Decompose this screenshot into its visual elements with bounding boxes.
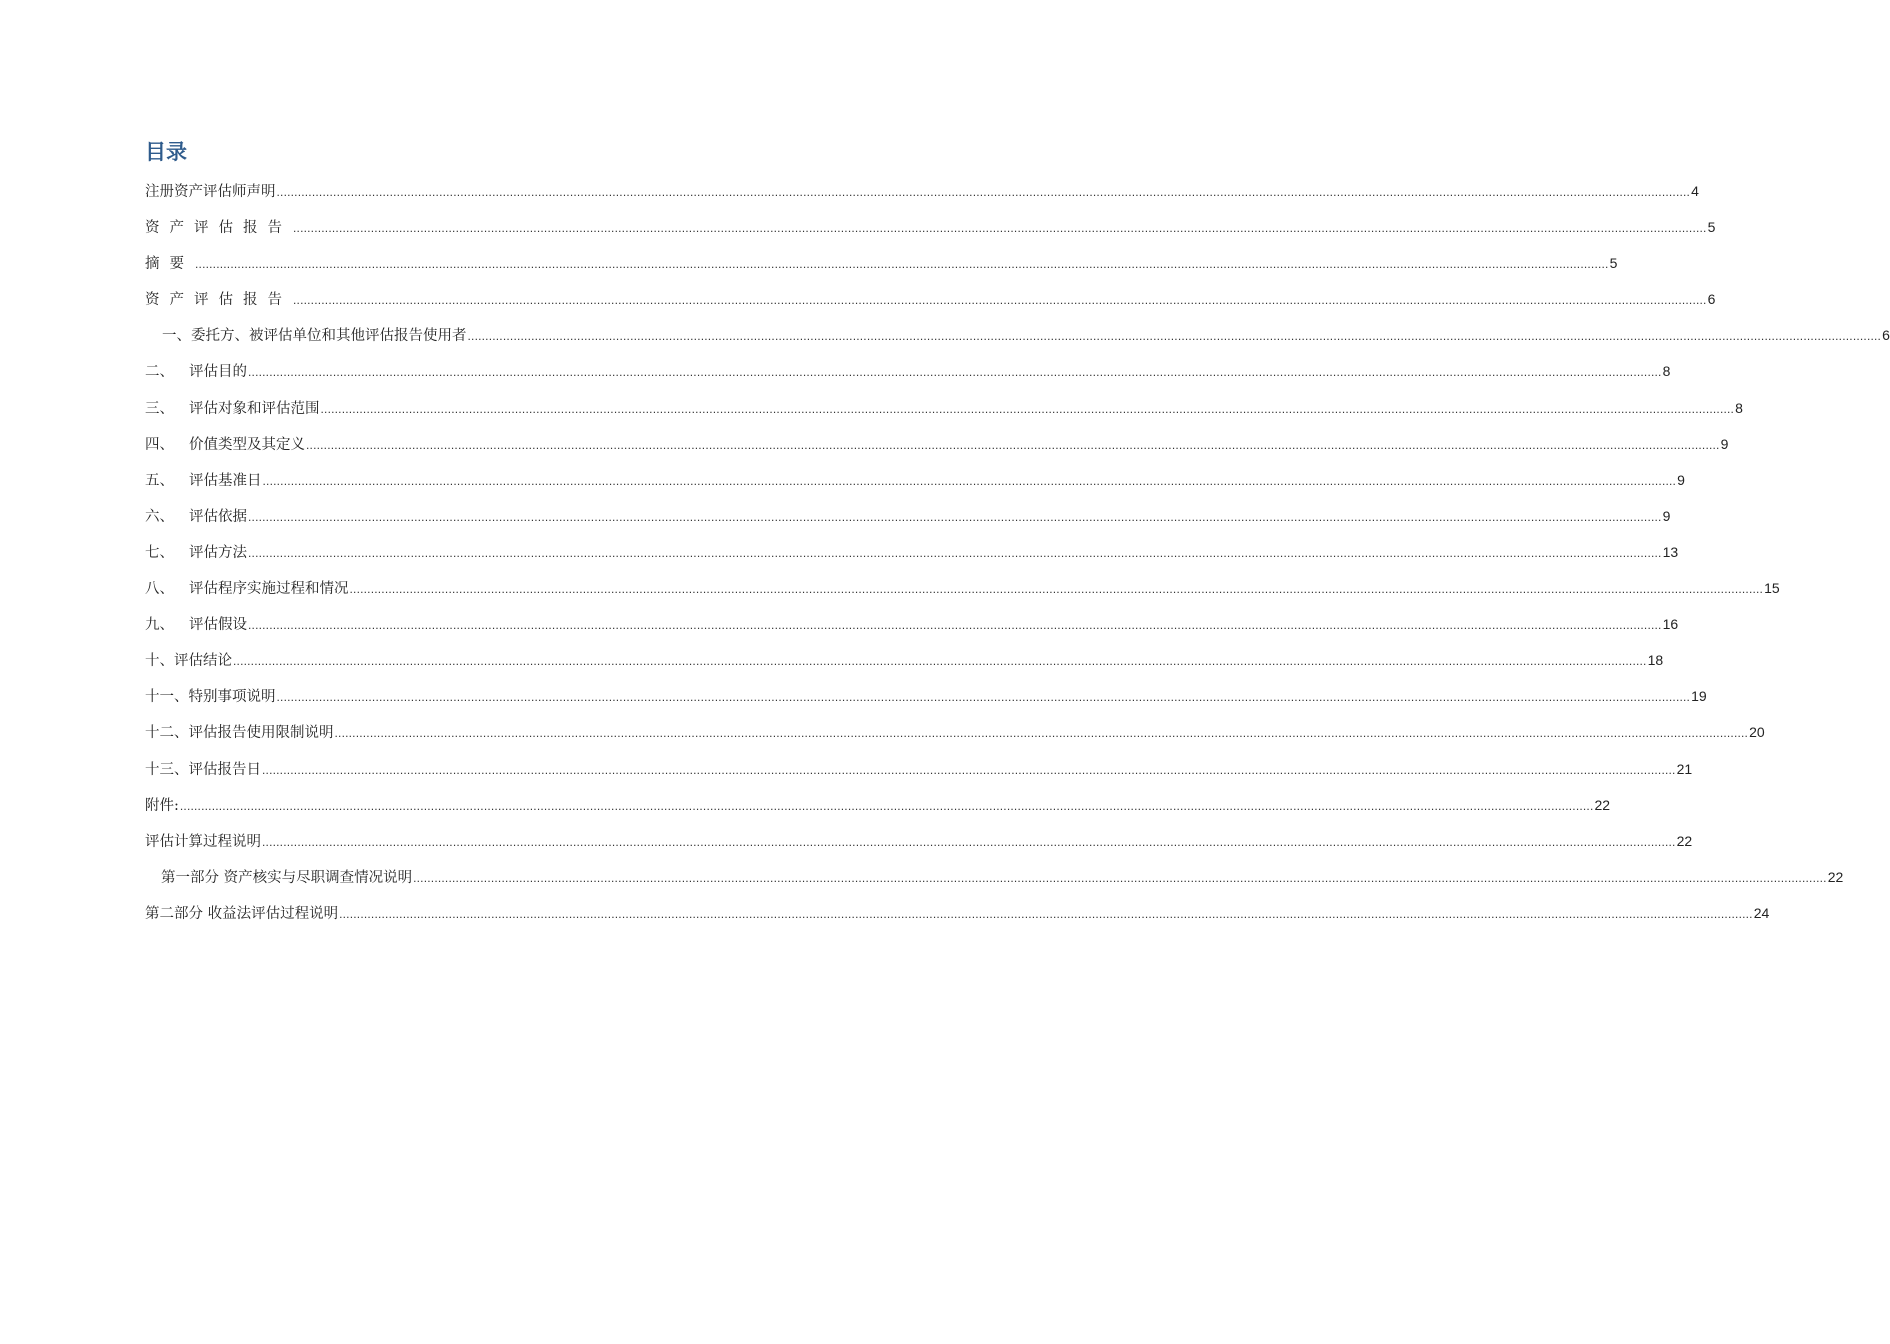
toc-dot-leader: ................................................................................................................................................................................................................................................................................................................................................................................................................ (349, 582, 1764, 597)
toc-entry-title: 评估对象和评估范围 (189, 400, 320, 417)
toc-entry-number: 八、 (145, 581, 174, 598)
toc-entry-title: 附件: (145, 797, 179, 814)
toc-entry-number: 二、 (145, 364, 174, 381)
toc-dot-leader: ................................................................................................................................................................................................................................................................................................................................................................................................................ (293, 221, 1707, 236)
toc-entry[interactable] (145, 758, 1693, 794)
toc-entry-page-number: 16 (1662, 616, 1679, 633)
toc-entry-page-number: 22 (1594, 796, 1611, 813)
toc-entry[interactable] (145, 902, 1770, 938)
toc-entry-page-number: 20 (1749, 724, 1765, 741)
toc-dot-leader: ................................................................................................................................................................................................................................................................................................................................................................................................................ (248, 545, 1662, 560)
toc-entry[interactable] (145, 505, 1671, 541)
toc-entry-page-number: 4 (1691, 183, 1699, 199)
toc-entry[interactable] (145, 252, 1618, 288)
toc-entry[interactable] (145, 180, 1699, 216)
toc-dot-leader: ................................................................................................................................................................................................................................................................................................................................................................................................................ (248, 618, 1662, 633)
toc-entry-page-number: 5 (1707, 219, 1716, 236)
toc-entry-title: 评估目的 (189, 364, 247, 381)
toc-dot-leader: ................................................................................................................................................................................................................................................................................................................................................................................................................ (467, 329, 1882, 344)
toc-entry-page-number: 21 (1676, 760, 1693, 777)
toc-entry-number: 六、 (145, 508, 174, 525)
toc-entry-page-number: 6 (1707, 291, 1716, 308)
toc-entry[interactable] (145, 830, 1693, 866)
toc-entry-number: 五、 (145, 472, 174, 489)
toc-entry-number: 三、 (145, 400, 174, 417)
toc-entry-title: 评估依据 (189, 508, 247, 525)
toc-title: 目录 (145, 140, 187, 164)
toc-entry-title: 注册资产评估师声明 (145, 184, 276, 200)
toc-list (145, 180, 1890, 938)
toc-entry[interactable] (145, 794, 1611, 830)
toc-entry-page-number: 9 (1677, 471, 1685, 488)
toc-dot-leader: ................................................................................................................................................................................................................................................................................................................................................................................................................ (248, 365, 1662, 380)
toc-dot-leader: ................................................................................................................................................................................................................................................................................................................................................................................................................ (276, 690, 1691, 705)
toc-entry-page-number: 9 (1720, 435, 1729, 452)
toc-dot-leader: ................................................................................................................................................................................................................................................................................................................................................................................................................ (233, 654, 1647, 669)
toc-entry-number: 七、 (145, 544, 174, 561)
toc-entry-title: 一、委托方、被评估单位和其他评估报告使用者 (162, 328, 467, 345)
toc-entry-page-number: 5 (1609, 255, 1618, 272)
toc-dot-leader: ................................................................................................................................................................................................................................................................................................................................................................................................................ (276, 185, 1691, 199)
toc-entry-title: 评估方法 (189, 544, 247, 561)
toc-entry-number: 九、 (145, 617, 174, 634)
toc-entry-page-number: 6 (1882, 327, 1890, 344)
toc-entry-title: 资产评估报告 (145, 220, 292, 237)
toc-entry-title: 十三、评估报告日 (145, 761, 261, 778)
toc-entry-title: 摘要 (145, 256, 194, 273)
toc-entry[interactable] (145, 721, 1765, 757)
toc-entry[interactable] (145, 216, 1716, 252)
toc-entry-page-number: 22 (1827, 868, 1844, 885)
toc-entry-title: 评估程序实施过程和情况 (189, 581, 349, 598)
toc-entry[interactable] (145, 649, 1664, 685)
toc-entry-title: 资产评估报告 (145, 292, 292, 309)
toc-entry-title: 评估假设 (189, 617, 247, 634)
toc-entry-number: 四、 (145, 436, 174, 453)
toc-dot-leader: ................................................................................................................................................................................................................................................................................................................................................................................................................ (413, 870, 1827, 885)
toc-entry-title: 第二部分 收益法评估过程说明 (145, 905, 339, 922)
toc-entry[interactable] (145, 469, 1685, 505)
toc-entry[interactable] (145, 397, 1743, 433)
toc-entry-page-number: 18 (1647, 652, 1664, 669)
toc-entry-page-number: 9 (1662, 507, 1671, 524)
toc-dot-leader: ................................................................................................................................................................................................................................................................................................................................................................................................................ (262, 834, 1676, 849)
toc-dot-leader: ................................................................................................................................................................................................................................................................................................................................................................................................................ (320, 401, 1735, 416)
toc-entry-page-number: 24 (1753, 904, 1770, 921)
toc-entry[interactable] (145, 685, 1707, 721)
toc-entry[interactable] (145, 360, 1671, 396)
toc-entry[interactable] (145, 577, 1780, 613)
toc-dot-leader: ................................................................................................................................................................................................................................................................................................................................................................................................................ (179, 798, 1594, 813)
toc-dot-leader: ................................................................................................................................................................................................................................................................................................................................................................................................................ (306, 437, 1720, 452)
toc-entry-page-number: 19 (1691, 688, 1707, 705)
toc-entry-page-number: 13 (1662, 543, 1679, 560)
toc-dot-leader: ................................................................................................................................................................................................................................................................................................................................................................................................................ (262, 473, 1677, 488)
toc-entry-title: 评估计算过程说明 (145, 833, 261, 850)
toc-entry[interactable] (145, 324, 1890, 360)
toc-entry-page-number: 22 (1676, 832, 1693, 849)
toc-entry[interactable] (145, 288, 1716, 324)
toc-dot-leader: ................................................................................................................................................................................................................................................................................................................................................................................................................ (293, 293, 1707, 308)
toc-entry[interactable] (145, 613, 1679, 649)
toc-dot-leader: ................................................................................................................................................................................................................................................................................................................................................................................................................ (248, 509, 1662, 524)
toc-entry-page-number: 15 (1764, 580, 1780, 597)
toc-entry[interactable] (145, 433, 1729, 469)
toc-entry-title: 十二、评估报告使用限制说明 (145, 725, 334, 742)
toc-dot-leader: ................................................................................................................................................................................................................................................................................................................................................................................................................ (339, 906, 1753, 921)
toc-dot-leader: ................................................................................................................................................................................................................................................................................................................................................................................................................ (262, 762, 1676, 777)
toc-entry-page-number: 8 (1735, 399, 1743, 416)
toc-entry-page-number: 8 (1662, 363, 1671, 380)
toc-entry-title: 十一、特别事项说明 (145, 689, 276, 706)
toc-entry-title: 第一部分 资产核实与尽职调查情况说明 (161, 869, 413, 886)
toc-dot-leader: ................................................................................................................................................................................................................................................................................................................................................................................................................ (334, 726, 1749, 741)
toc-entry-title: 十、评估结论 (145, 653, 232, 670)
toc-entry-title: 评估基准日 (189, 472, 262, 489)
toc-entry[interactable] (145, 541, 1679, 577)
toc-entry[interactable] (145, 866, 1844, 902)
toc-dot-leader: ................................................................................................................................................................................................................................................................................................................................................................................................................ (195, 257, 1609, 272)
toc-entry-title: 价值类型及其定义 (189, 436, 305, 453)
